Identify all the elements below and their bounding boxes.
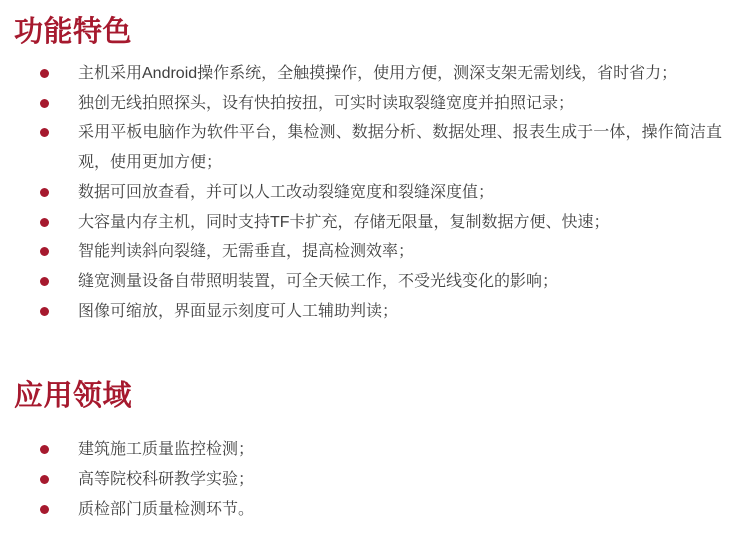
list-item: [0, 267, 750, 297]
bullet-icon: [40, 69, 49, 78]
list-item-text: 建筑施工质量监控检测；: [78, 441, 255, 459]
bullet-icon: [40, 307, 49, 316]
list-item: [0, 465, 750, 495]
section-applications: [0, 381, 750, 524]
section-title-applications: 应用领域: [14, 380, 133, 413]
features-list: [0, 59, 750, 326]
bullet-icon: [40, 218, 49, 227]
applications-list: [0, 435, 750, 524]
list-item-text: 高等院校科研教学实验；: [78, 471, 255, 489]
list-item: [0, 89, 750, 119]
list-item: [0, 118, 750, 177]
bullet-icon: [40, 247, 49, 256]
list-item-text: 独创无线拍照探头，设有快拍按扭，可实时读取裂缝宽度并拍照记录；: [78, 94, 575, 112]
list-item: [0, 237, 750, 267]
list-item-text: 图像可缩放，界面显示刻度可人工辅助判读；: [78, 302, 399, 320]
list-item: [0, 59, 750, 89]
bullet-icon: [40, 128, 49, 137]
list-item: [0, 435, 750, 465]
list-item-text: 主机采用Android操作系统，全触摸操作，使用方便，测深支架无需划线，省时省力；: [78, 65, 678, 82]
list-item-text: 质检部门质量检测环节。: [78, 500, 255, 518]
list-item-text: 缝宽测量设备自带照明装置，可全天候工作，不受光线变化的影响；: [78, 272, 559, 290]
list-item: [0, 495, 750, 525]
bullet-icon: [40, 475, 49, 484]
list-item-text: 采用平板电脑作为软件平台，集检测、数据分析、数据处理、报表生成于一体，操作简洁直观，使用更加方便；: [78, 124, 722, 172]
list-item-text: 数据可回放查看，并可以人工改动裂缝宽度和裂缝深度值；: [78, 183, 495, 201]
bullet-icon: [40, 277, 49, 286]
list-item-text: 大容量内存主机，同时支持TF卡扩充，存储无限量，复制数据方便、快速；: [78, 213, 610, 231]
section-title-features: 功能特色: [14, 16, 133, 48]
bullet-icon: [40, 188, 49, 197]
list-item: [0, 178, 750, 208]
list-item-text: 智能判读斜向裂缝，无需垂直，提高检测效率；: [78, 243, 415, 261]
bullet-icon: [40, 445, 49, 454]
bullet-icon: [40, 505, 49, 514]
list-item: [0, 208, 750, 238]
list-item: [0, 297, 750, 327]
bullet-icon: [40, 99, 49, 108]
